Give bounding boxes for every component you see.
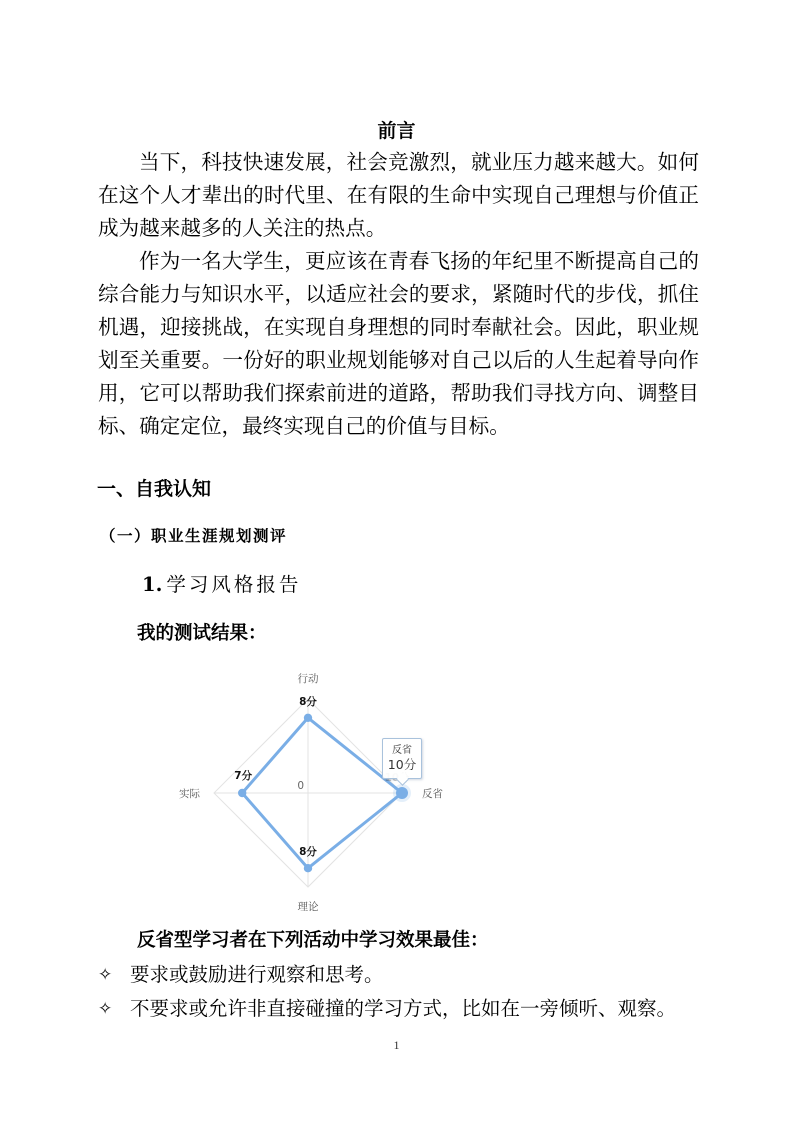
best-activities-heading: 反省型学习者在下列活动中学习效果最佳： xyxy=(137,930,489,951)
item-heading-text: 学习风格报告 xyxy=(166,573,302,596)
diamond-bullet-icon: ✧ xyxy=(98,999,113,1019)
radar-axis-label: 实际 xyxy=(179,788,200,800)
result-label: 我的测试结果： xyxy=(137,623,267,644)
intro-paragraph-2: 作为一名大学生，更应该在青春飞扬的年纪里不断提高自己的综合能力与知识水平，以适应社会的要求，紧随时代的步伐，抓住机遇，迎接挑战，在实现自身理想的同时奉献社会。因此，职业规划至关重要。一份好的职业规划能够对自己以后的人生起着导向作用，它可以帮助我们探索前进的道路，帮助我们寻找方向、调整目标、确定定位，最终实现自己的价值与目标。 xyxy=(98,249,699,438)
radar-chart xyxy=(150,665,470,925)
radar-point xyxy=(304,864,312,872)
list-item xyxy=(98,992,718,1026)
radar-value-label: 8分 xyxy=(299,846,317,859)
radar-chart-svg xyxy=(150,665,470,925)
radar-axis-label: 行动 xyxy=(297,673,319,685)
page-number: 1 xyxy=(393,1038,400,1052)
radar-value-label: 7分 xyxy=(234,770,253,782)
list-item-text: 要求或鼓励进行观察和思考。 xyxy=(130,963,384,986)
item-heading xyxy=(142,571,301,599)
tooltip-value: 10分 xyxy=(387,757,417,772)
tooltip-axis-name: 反省 xyxy=(392,745,412,756)
radar-center-label: 0 xyxy=(297,780,304,792)
section-heading: 一、自我认知 xyxy=(97,478,212,500)
activity-list xyxy=(98,958,718,1026)
list-item-text: 不要求或允许非直接碰撞的学习方式，比如在一旁倾听、观察。 xyxy=(130,997,677,1020)
page-title: 前言 xyxy=(377,120,416,142)
radar-value-label: 8分 xyxy=(299,695,317,708)
intro-paragraph-1: 当下，科技快速发展，社会竞激烈，就业压力越来越大。如何在这个人才辈出的时代里、在有限的生命中实现自己理想与价值正成为越来越多的人关注的热点。 xyxy=(98,150,699,240)
diamond-bullet-icon: ✧ xyxy=(98,965,113,985)
subsection-heading: （一）职业生涯规划测评 xyxy=(100,526,288,545)
radar-point xyxy=(304,714,312,722)
chart-tooltip xyxy=(382,738,422,779)
radar-point xyxy=(396,787,408,799)
radar-point xyxy=(238,789,246,797)
radar-axis-label: 理论 xyxy=(297,901,319,913)
list-item xyxy=(98,958,718,992)
item-heading-number: 1. xyxy=(142,573,163,596)
radar-axis-label: 反省 xyxy=(422,788,443,800)
